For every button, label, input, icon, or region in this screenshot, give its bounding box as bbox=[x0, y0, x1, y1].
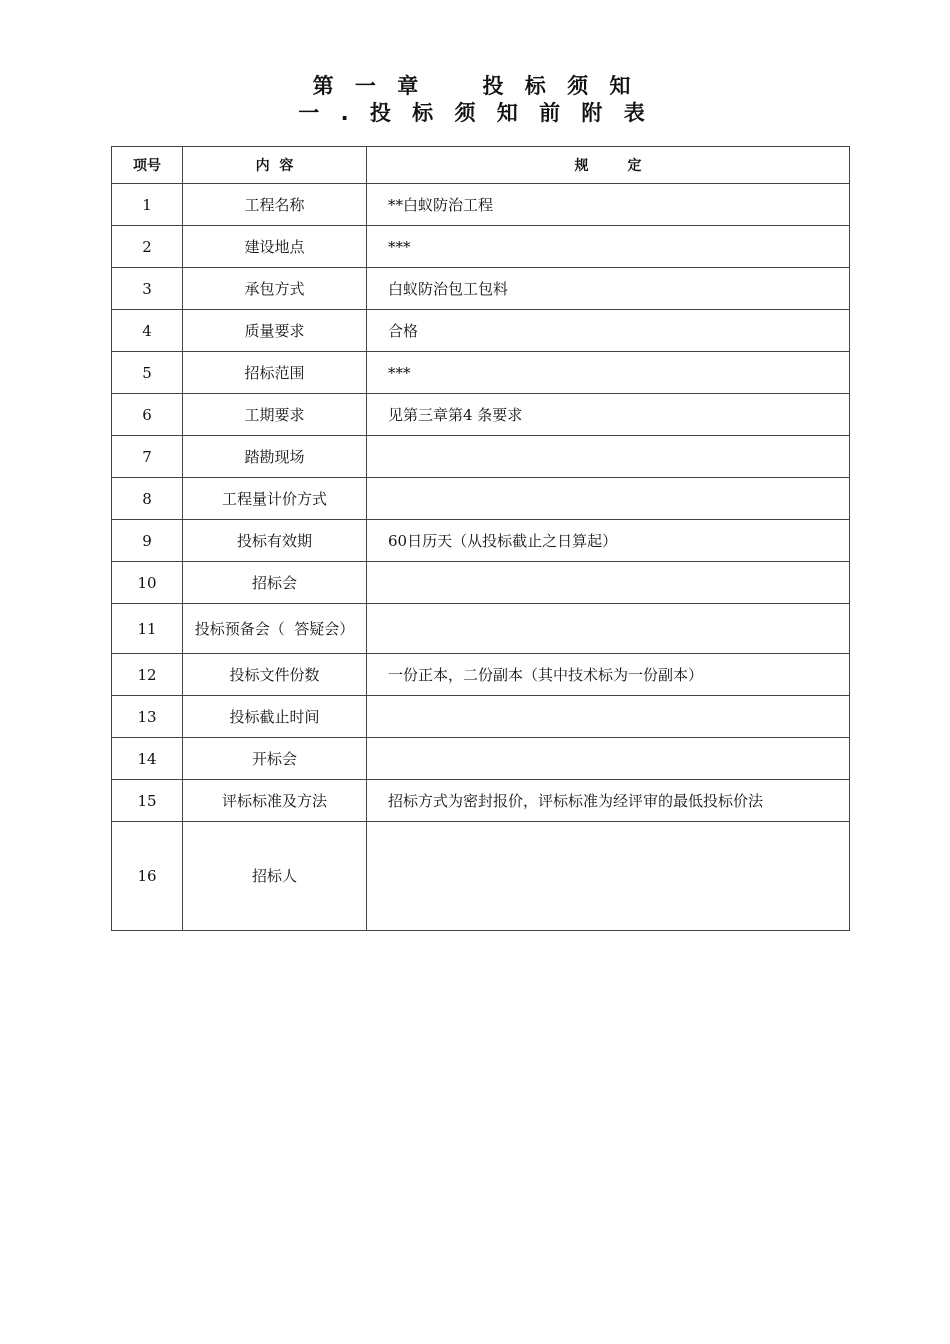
table-row bbox=[112, 184, 850, 226]
column-header-no: 项号 bbox=[112, 147, 183, 184]
table-row bbox=[112, 310, 850, 352]
row-item: 评标标准及方法 bbox=[183, 780, 367, 822]
row-item: 招标范围 bbox=[183, 352, 367, 394]
row-rule bbox=[367, 436, 850, 478]
table-row bbox=[112, 696, 850, 738]
table-row bbox=[112, 562, 850, 604]
table-row bbox=[112, 520, 850, 562]
table-header-row bbox=[112, 147, 850, 184]
row-no: 8 bbox=[112, 478, 183, 520]
row-rule bbox=[367, 696, 850, 738]
row-no: 12 bbox=[112, 654, 183, 696]
row-rule: **白蚁防治工程 bbox=[367, 184, 850, 226]
row-rule bbox=[367, 478, 850, 520]
row-no: 1 bbox=[112, 184, 183, 226]
row-no: 7 bbox=[112, 436, 183, 478]
row-no: 15 bbox=[112, 780, 183, 822]
table-row bbox=[112, 604, 850, 654]
row-rule bbox=[367, 738, 850, 780]
table-row bbox=[112, 436, 850, 478]
row-rule: 合格 bbox=[367, 310, 850, 352]
row-rule: *** bbox=[367, 352, 850, 394]
chapter-title: 第 一 章 投 标 须 知 bbox=[312, 74, 638, 98]
row-rule: 招标方式为密封报价，评标标准为经评审的最低投标价法 bbox=[367, 780, 850, 822]
row-no: 16 bbox=[112, 822, 183, 931]
row-item: 招标人 bbox=[183, 822, 367, 931]
table-row bbox=[112, 654, 850, 696]
table-row bbox=[112, 352, 850, 394]
column-header-item: 内 容 bbox=[183, 147, 367, 184]
row-item: 质量要求 bbox=[183, 310, 367, 352]
row-item: 工期要求 bbox=[183, 394, 367, 436]
row-item: 投标截止时间 bbox=[183, 696, 367, 738]
row-item: 承包方式 bbox=[183, 268, 367, 310]
row-no: 3 bbox=[112, 268, 183, 310]
row-rule bbox=[367, 604, 850, 654]
row-item: 投标文件份数 bbox=[183, 654, 367, 696]
column-header-rule: 规 定 bbox=[367, 147, 850, 184]
row-rule bbox=[367, 562, 850, 604]
row-item: 建设地点 bbox=[183, 226, 367, 268]
row-rule: 60日历天（从投标截止之日算起） bbox=[367, 520, 850, 562]
row-no: 6 bbox=[112, 394, 183, 436]
row-no: 5 bbox=[112, 352, 183, 394]
row-no: 14 bbox=[112, 738, 183, 780]
row-item: 招标会 bbox=[183, 562, 367, 604]
row-rule: 一份正本，二份副本（其中技术标为一份副本） bbox=[367, 654, 850, 696]
row-rule: 见第三章第4 条要求 bbox=[367, 394, 850, 436]
section-title: 一 . 投 标 须 知 前 附 表 bbox=[298, 101, 652, 125]
row-no: 9 bbox=[112, 520, 183, 562]
row-item: 工程量计价方式 bbox=[183, 478, 367, 520]
row-no: 11 bbox=[112, 604, 183, 654]
row-no: 13 bbox=[112, 696, 183, 738]
row-no: 4 bbox=[112, 310, 183, 352]
row-item: 工程名称 bbox=[183, 184, 367, 226]
row-item: 投标有效期 bbox=[183, 520, 367, 562]
row-item: 开标会 bbox=[183, 738, 367, 780]
table-row bbox=[112, 780, 850, 822]
table-row bbox=[112, 822, 850, 931]
table-row bbox=[112, 226, 850, 268]
bid-notice-table bbox=[111, 146, 850, 931]
table-row bbox=[112, 738, 850, 780]
row-item: 投标预备会（ 答疑会） bbox=[183, 604, 367, 654]
row-no: 10 bbox=[112, 562, 183, 604]
row-rule bbox=[367, 822, 850, 931]
table-row bbox=[112, 268, 850, 310]
table-row bbox=[112, 394, 850, 436]
row-no: 2 bbox=[112, 226, 183, 268]
row-item: 踏勘现场 bbox=[183, 436, 367, 478]
row-rule: 白蚁防治包工包料 bbox=[367, 268, 850, 310]
table-row bbox=[112, 478, 850, 520]
row-rule: *** bbox=[367, 226, 850, 268]
